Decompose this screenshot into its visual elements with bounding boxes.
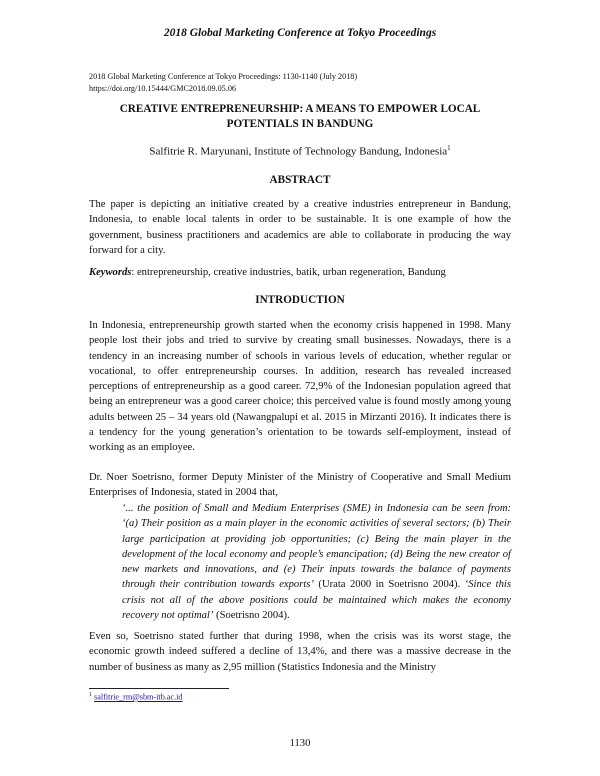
keywords-text: : entrepreneurship, creative industries, batik, urban regeneration, Bandung [131, 267, 446, 278]
quote-citation-2: (Soetrisno 2004). [213, 610, 290, 622]
page-number: 1130 [289, 738, 311, 749]
author-footnote-mark: 1 [447, 144, 451, 152]
quote-part-2: ‘Since this crisis not all of the above positions could be maintained which makes the economy recovery not optimal’ [122, 579, 511, 622]
footnote-divider [89, 688, 229, 689]
footnote-mark: 1 [89, 692, 92, 698]
author-email-link[interactable]: salfitrie_rm@sbm-itb.ac.id [94, 692, 183, 702]
keywords-label: Keywords [89, 267, 132, 278]
quote-part-1: ‘... the position of Small and Medium Enterprises (SME) in Indonesia can be seen from: ‘(a) Their position as a main player in the economic activities of several sectors; (b) Their large participation at providing job opportunities; (c) Being the main player in the development of the local economy and people’s emancipation; (d) Being the new creator of new markets and innovations, and (e) Their inputs towards the balance of payments through their contribution towards exports’ [122, 503, 511, 591]
intro-paragraph-3: Even so, Soetrisno stated further that during 1998, when the crisis was its worst stage, the economic growth indeed suffered a decline of 13,4%, and there was a massive decrease in the number of business as many as 2,95 million (Statistics Indonesia and the Ministry [89, 631, 511, 673]
keywords-line [89, 265, 511, 280]
author-text: Salfitrie R. Maryunani, Institute of Technology Bandung, Indonesia [149, 145, 448, 158]
abstract-heading: ABSTRACT [269, 174, 331, 186]
paper-title [89, 102, 511, 132]
title-line-1: CREATIVE ENTREPRENEURSHIP: A MEANS TO EMPOWER LOCAL [119, 103, 481, 115]
title-line-2: POTENTIALS IN BANDUNG [226, 118, 374, 130]
doi-line: https://doi.org/10.15444/GMC2018.09.05.06 [89, 84, 237, 93]
running-header: 2018 Global Marketing Conference at Tokyo Proceedings [163, 27, 437, 39]
block-quote [122, 501, 511, 623]
abstract-body: The paper is depicting an initiative created by a creative industries entrepreneur in Bandung, Indonesia, to enable local talents in order to be sustainable. It is one example of how the government, business practitioners and academics are able to collaborate in producing the way forward for a city. [89, 199, 511, 256]
introduction-heading: INTRODUCTION [255, 294, 345, 306]
author-line [89, 144, 511, 158]
quote-citation-1: (Urata 2000 in Soetrisno 2004). [313, 579, 465, 591]
footnote [89, 692, 183, 702]
intro-paragraph-1: In Indonesia, entrepreneurship growth started when the economy crisis happened in 1998. Many people lost their jobs and tried to survive by creating small businesses. Nowadays, there is a tendency in an increasing number of schools in various levels of education, whether regular or vocational, to offer entrepreneurship courses. In addition, research has revealed increased perceptions of entrepreneurship as a good career. 72,9% of the Indonesian population agreed that being an entrepreneur was a good career choice; this perceived value is found mostly among young adults between 25 – 34 years old (Nawangpalupi et al. 2015 in Mirzanti 2016). It indicates there is a tendency for the young generation’s orientation to be towards self-employment, instead of working as an employee. [89, 320, 511, 454]
citation-line: 2018 Global Marketing Conference at Tokyo Proceedings: 1130-1140 (July 2018) [89, 72, 358, 81]
intro-paragraph-2: Dr. Noer Soetrisno, former Deputy Minister of the Ministry of Cooperative and Small Medium Enterprises of Indonesia, stated in 2004 that, [89, 472, 511, 499]
citation-block [89, 71, 357, 95]
